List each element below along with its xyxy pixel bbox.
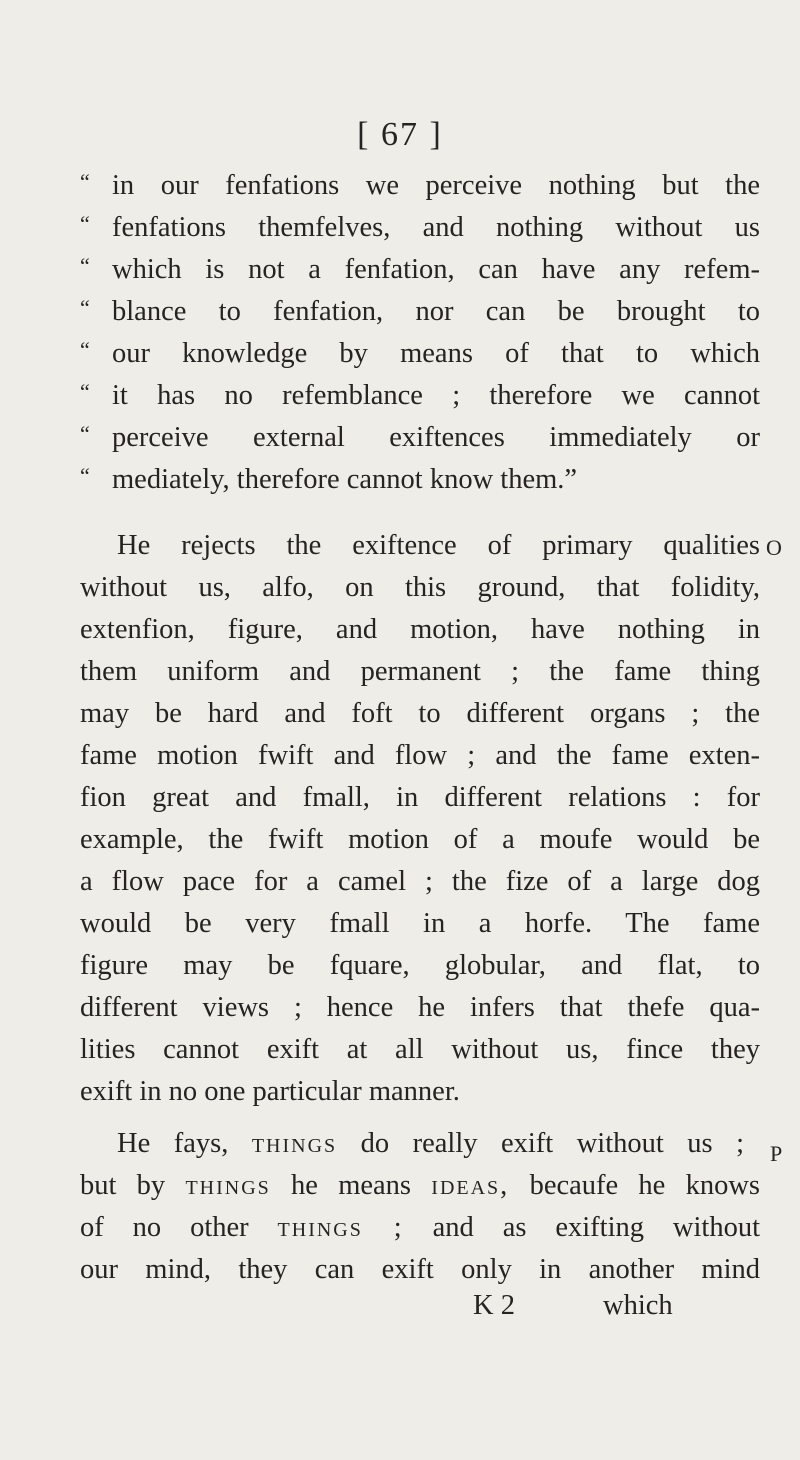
- margin-letter-p: P: [770, 1141, 783, 1166]
- page-number-header: [ 67 ]: [357, 116, 443, 153]
- text-line: He rejects the exiftence of primary qualities: [117, 530, 760, 561]
- quote-mark: “: [80, 337, 90, 362]
- text-line: them uniform and permanent ; the fame thing: [80, 656, 760, 687]
- margin-letter-o: O: [766, 535, 782, 560]
- quote-line: “ it has no refemblance ; therefore we cannot: [80, 379, 760, 413]
- text-line: fion great and fmall, in different relations : for: [80, 782, 760, 813]
- text-line: but by things he means ideas, becaufe he knows: [80, 1170, 761, 1201]
- quote-line: “ which is not a fenfation, can have any refem-: [80, 253, 760, 287]
- quote-mark: “: [80, 253, 90, 278]
- text-line: different views ; hence he infers that thefe qua-: [80, 992, 760, 1023]
- text-line: fame motion fwift and flow ; and the fame exten-: [80, 740, 760, 771]
- quote-line: “ in our fenfations we perceive nothing but the: [80, 169, 760, 203]
- quote-mark: “: [80, 211, 90, 236]
- text-line: He fays, things do really exift without us ;: [117, 1128, 744, 1159]
- text-line: of no other things ; and as exifting without: [80, 1212, 760, 1243]
- text-line: a flow pace for a camel ; the fize of a large dog: [80, 866, 760, 897]
- text-line: figure may be fquare, globular, and flat, to: [80, 950, 760, 981]
- text-line: may be hard and foft to different organs ; the: [80, 698, 760, 729]
- quote-line: “ fenfations themfelves, and nothing without us: [80, 211, 760, 245]
- quote-mark: “: [80, 463, 90, 488]
- quote-mark: “: [80, 421, 90, 446]
- quote-line: “ mediately, therefore cannot know them.”: [80, 463, 760, 497]
- text-line: lities cannot exift at all without us, fince they: [80, 1034, 760, 1065]
- text-line: extenfion, figure, and motion, have nothing in: [80, 614, 760, 645]
- text-line: exift in no one particular manner.: [80, 1076, 460, 1107]
- text-line: would be very fmall in a horfe. The fame: [80, 908, 760, 939]
- quote-mark: “: [80, 379, 90, 404]
- text-line: example, the fwift motion of a moufe would be: [80, 824, 760, 855]
- catchword: which: [603, 1290, 673, 1321]
- quote-line: “ blance to fenfation, nor can be brought to: [80, 295, 760, 329]
- text-line: our mind, they can exift only in another mind: [80, 1254, 760, 1285]
- quote-line: “ perceive external exiftences immediately or: [80, 421, 760, 455]
- quote-mark: “: [80, 169, 90, 194]
- quote-line: “ our knowledge by means of that to which: [80, 337, 760, 371]
- quote-mark: “: [80, 295, 90, 320]
- text-line: without us, alfo, on this ground, that folidity,: [80, 572, 760, 603]
- signature-mark: K 2: [473, 1290, 515, 1321]
